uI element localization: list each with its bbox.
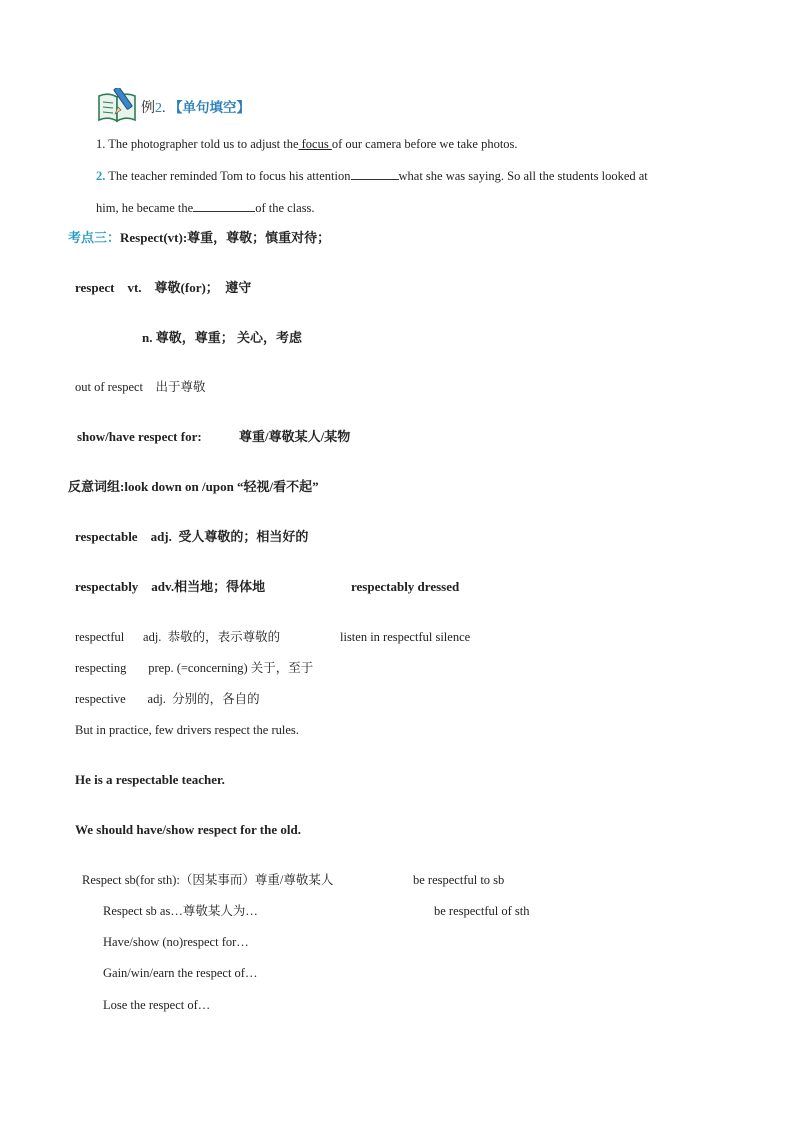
heading-prefix: 考点三：	[68, 231, 121, 246]
antonym-line: 反意词组:look down on /upon “轻视/看不起”	[68, 479, 319, 494]
question-2-line-1	[96, 167, 648, 184]
example-sentence-3: We should have/show respect for the old.	[75, 822, 301, 837]
respectably-example: respectably dressed	[351, 579, 460, 594]
example-dot: .	[162, 101, 166, 116]
question-2-post: what she was saying. So all the students looked at	[398, 169, 648, 183]
question-2-pre: The teacher reminded Tom to focus his attention	[105, 169, 351, 183]
phrase-4: Gain/win/earn the respect of…	[103, 966, 258, 980]
book-pencil-icon	[96, 88, 140, 124]
phrase-3: Have/show (no)respect for…	[103, 935, 249, 949]
example-sentence-2: He is a respectable teacher.	[75, 772, 225, 787]
example-prefix: 例	[141, 100, 155, 116]
answer-blank-1[interactable]	[351, 167, 399, 180]
phrase-5: Lose the respect of…	[103, 998, 211, 1012]
show-have-meaning: 尊重/尊敬某人/某物	[239, 429, 351, 444]
question-1-answer: focus	[298, 137, 332, 151]
respecting-line: respecting prep. (=concerning) 关于，至于	[75, 661, 314, 675]
out-of-respect-line: out of respect 出于尊敬	[75, 380, 206, 394]
section-heading	[68, 230, 330, 247]
question-2-number: 2.	[96, 169, 106, 183]
answer-blank-2[interactable]	[193, 199, 255, 212]
phrase-1-right: be respectful to sb	[413, 873, 505, 887]
question-2-line-2-pre: him, he became the	[96, 201, 194, 215]
respectful-example: listen in respectful silence	[340, 630, 471, 644]
phrase-2: Respect sb as…尊敬某人为…	[103, 904, 258, 918]
heading-text: Respect(vt):尊重，尊敬；慎重对待；	[120, 230, 331, 245]
phrase-2-right: be respectful of sth	[434, 904, 530, 918]
respect-n-line: n. 尊敬，尊重； 关心，考虑	[142, 330, 302, 345]
phrase-1: Respect sb(for sth):（因某事而）尊重/尊敬某人	[82, 873, 334, 887]
example-type: 【单句填空】	[169, 100, 250, 116]
example-number: 2	[155, 101, 162, 116]
question-1-post: of our camera before we take photos.	[331, 137, 518, 151]
respectful-line: respectful adj. 恭敬的，表示尊敬的	[75, 630, 281, 644]
question-1-pre: 1. The photographer told us to adjust the	[96, 137, 299, 151]
question-2-line-2-post: of the class.	[255, 201, 315, 215]
example-sentence-1: But in practice, few drivers respect the rules.	[75, 723, 299, 737]
respect-vt-line: respect vt. 尊敬(for)； 遵守	[75, 280, 252, 295]
respective-line: respective adj. 分别的，各自的	[75, 692, 260, 706]
show-have-phrase: show/have respect for:	[77, 429, 202, 444]
example-label	[141, 100, 250, 117]
respectably-line: respectably adv.相当地；得体地	[75, 579, 266, 594]
question-2-line-2	[96, 199, 315, 216]
respectable-line: respectable adj. 受人尊敬的；相当好的	[75, 529, 309, 544]
show-have-line	[77, 429, 202, 445]
question-1	[96, 136, 518, 152]
